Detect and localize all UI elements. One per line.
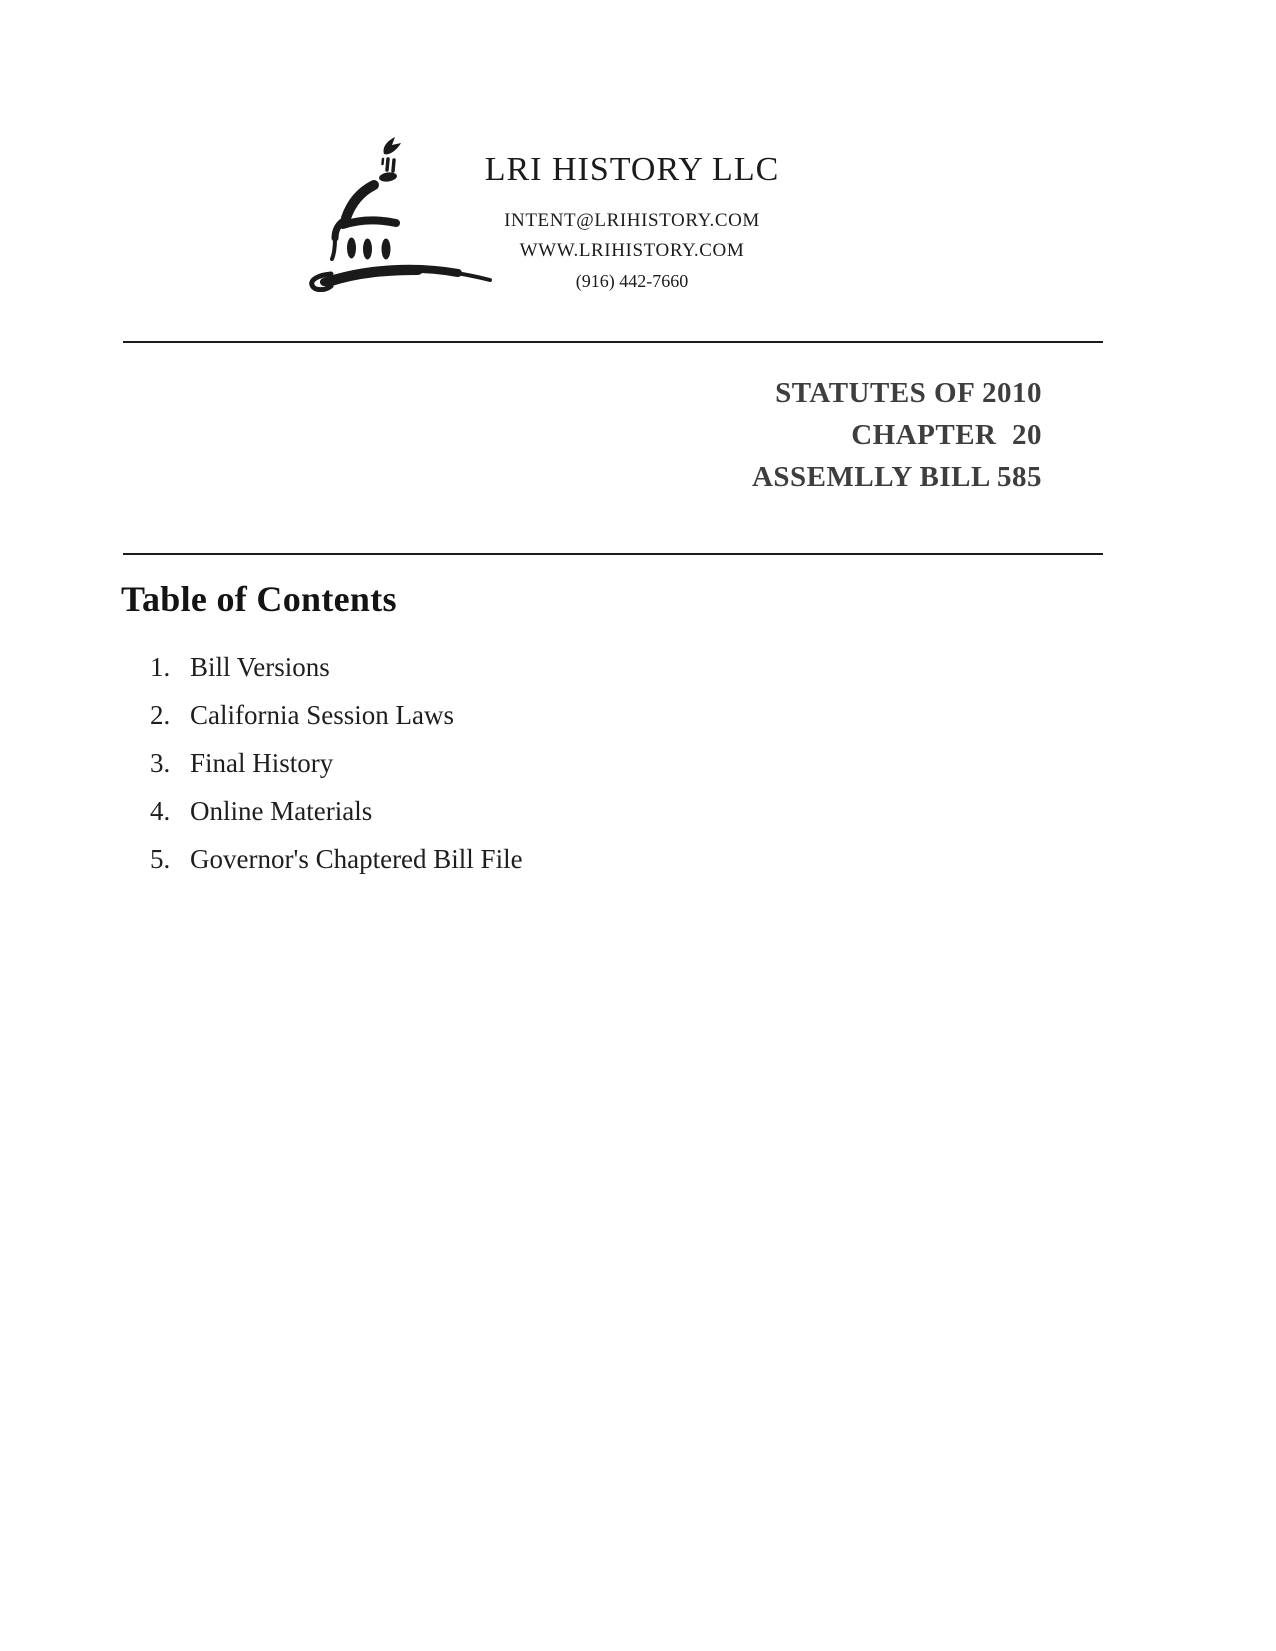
toc-item-number: 4. bbox=[150, 796, 171, 826]
email-address: INTENT@LRIHISTORY.COM bbox=[504, 210, 760, 231]
company-name: LRI HISTORY LLC bbox=[484, 151, 780, 188]
website-url: WWW.LRIHISTORY.COM bbox=[519, 240, 745, 261]
toc-item-label: Final History bbox=[190, 748, 334, 778]
toc-item-label: Bill Versions bbox=[190, 652, 330, 682]
letterhead bbox=[452, 150, 812, 296]
horizontal-rule-top bbox=[123, 341, 1103, 343]
horizontal-rule-bottom bbox=[123, 553, 1103, 555]
toc-item-bill-versions bbox=[150, 653, 523, 681]
toc-item-number: 5. bbox=[150, 844, 171, 874]
toc-item-number: 1. bbox=[150, 652, 171, 682]
toc-item-online-materials bbox=[150, 797, 523, 825]
toc-item-chaptered-bill-file bbox=[150, 845, 523, 873]
toc-item-session-laws bbox=[150, 701, 523, 729]
toc-item-number: 3. bbox=[150, 748, 171, 778]
toc-item-number: 2. bbox=[150, 700, 171, 730]
toc-item-label: Governor's Chaptered Bill File bbox=[190, 844, 523, 874]
phone-number: (916) 442-7660 bbox=[575, 271, 689, 291]
toc-item-label: California Session Laws bbox=[190, 700, 454, 730]
bill-title-block bbox=[752, 372, 1042, 498]
toc-item-final-history bbox=[150, 749, 523, 777]
chapter-number-line: CHAPTER 20 bbox=[851, 419, 1042, 451]
statutes-year-line: STATUTES OF 2010 bbox=[775, 377, 1042, 409]
bill-number-line: ASSEMLLY BILL 585 bbox=[751, 461, 1042, 493]
toc-item-label: Online Materials bbox=[190, 796, 373, 826]
toc-list bbox=[150, 653, 523, 893]
toc-heading: Table of Contents bbox=[121, 579, 397, 619]
